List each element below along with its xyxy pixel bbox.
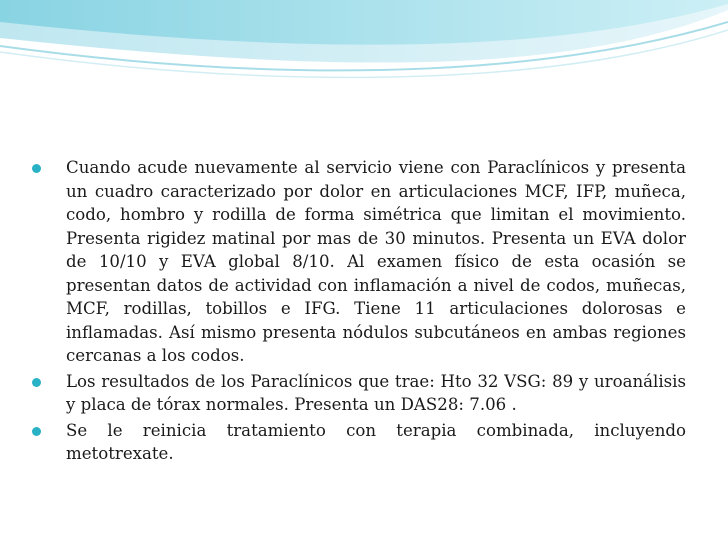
- bullet-text: Cuando acude nuevamente al servicio viene con Paraclínicos y presenta un cuadro caracterizado por dolor en articulaciones MCF, IFP, muñeca, codo, hombro y rodilla de forma simétrica que limitan el movimiento. Presenta rigidez matinal por mas de 30 minutos. Presenta un EVA dolor de 10/10 y EVA global 8/10. Al examen físico de esta ocasión se presentan datos de actividad con inflamación a nivel de codos, muñecas, MCF, rodillas, tobillos e IFG. Tiene 11 articulaciones dolorosas e inflamadas. Así mismo presenta nódulos subcutáneos en ambas regiones cercanas a los codos.: [66, 158, 686, 365]
- header-wave-decoration: [0, 0, 728, 100]
- bullet-text: Se le reinicia tratamiento con terapia combinada, incluyendo metotrexate.: [66, 420, 686, 463]
- bullet-list: [26, 156, 686, 468]
- bullet-dot-icon: [32, 164, 41, 173]
- bullet-text: Los resultados de los Paraclínicos que trae: Hto 32 VSG: 89 y uroanálisis y placa de tórax normales. Presenta un DAS28: 7.06 .: [66, 371, 686, 414]
- list-item: [26, 370, 686, 417]
- bullet-dot-icon: [32, 378, 41, 387]
- list-item: [26, 419, 686, 466]
- bullet-dot-icon: [32, 427, 41, 436]
- list-item: [26, 156, 686, 368]
